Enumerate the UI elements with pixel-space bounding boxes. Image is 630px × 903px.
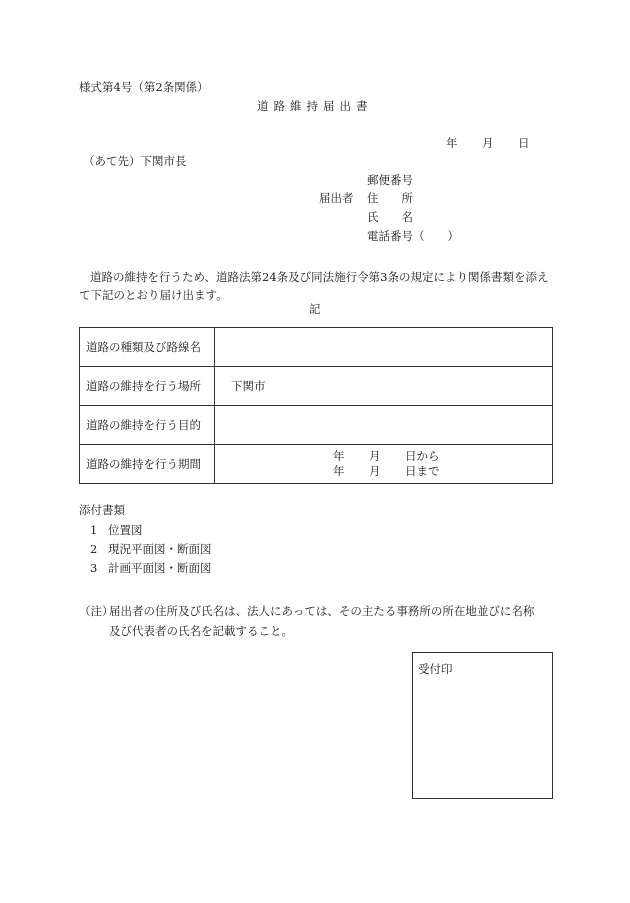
period-from-tail: 日から — [405, 449, 440, 463]
attachment-number: 2 — [90, 542, 98, 556]
note-text-1: 届出者の住所及び氏名は、法人にあっては、その主たる事務所の所在地並びに名称 — [109, 604, 535, 618]
period-from-month: 月 — [369, 449, 381, 463]
applicant-postal-label: 郵便番号 — [367, 173, 413, 187]
row-label-period: 道路の維持を行う期間 — [80, 445, 215, 484]
attachments-heading: 添付書類 — [79, 503, 125, 517]
road-type-value — [215, 328, 553, 367]
applicant-name-label: 氏 名 — [367, 210, 413, 224]
attachment-item — [90, 544, 212, 556]
row-label-road-type: 道路の種類及び路線名 — [80, 328, 215, 367]
note-line-2: 及び代表者の氏名を記載すること。 — [109, 624, 293, 638]
note — [79, 601, 554, 641]
location-value: 下関市 — [215, 367, 553, 406]
addressee: （あて先）下関市長 — [83, 154, 187, 168]
note-line-1 — [79, 601, 554, 621]
attachment-text: 位置図 — [108, 523, 143, 537]
body-text: 道路の維持を行うため、道路法第24条及び同法施行令第3条の規定により関係書類を添えて下記のとおり届け出ます。 — [79, 270, 549, 302]
period-from — [333, 449, 552, 464]
ki-heading: 記 — [309, 302, 321, 316]
table-row — [80, 328, 553, 367]
purpose-value — [215, 406, 553, 445]
date-month: 月 — [482, 136, 494, 150]
form-number: 様式第4号（第2条関係） — [79, 80, 209, 94]
reception-stamp-box — [412, 652, 553, 799]
table-row — [80, 367, 553, 406]
table-row — [80, 445, 553, 484]
applicant-address-label: 住 所 — [367, 191, 413, 205]
attachment-number: 3 — [90, 561, 98, 575]
period-from-year: 年 — [333, 449, 345, 463]
row-label-purpose: 道路の維持を行う目的 — [80, 406, 215, 445]
reception-stamp-label: 受付印 — [418, 662, 453, 676]
document-title: 道路維持届出書 — [257, 99, 373, 113]
note-mark: （注） — [79, 604, 114, 618]
attachment-text: 現況平面図・断面図 — [108, 542, 212, 556]
applicant-phone-label: 電話番号（ ） — [367, 229, 459, 243]
period-to — [333, 464, 552, 479]
period-to-month: 月 — [369, 464, 381, 478]
date-year: 年 — [446, 136, 458, 150]
row-label-location: 道路の維持を行う場所 — [80, 367, 215, 406]
date-day: 日 — [518, 136, 530, 150]
period-to-tail: 日まで — [405, 464, 440, 478]
period-value — [215, 445, 553, 484]
period-to-year: 年 — [333, 464, 345, 478]
attachment-text: 計画平面図・断面図 — [108, 561, 212, 575]
attachment-item — [90, 563, 212, 575]
attachment-item — [90, 525, 143, 537]
attachment-number: 1 — [90, 523, 98, 537]
date-line — [446, 138, 530, 150]
applicant-label: 届出者 — [319, 191, 354, 205]
details-table — [79, 327, 553, 484]
table-row — [80, 406, 553, 445]
